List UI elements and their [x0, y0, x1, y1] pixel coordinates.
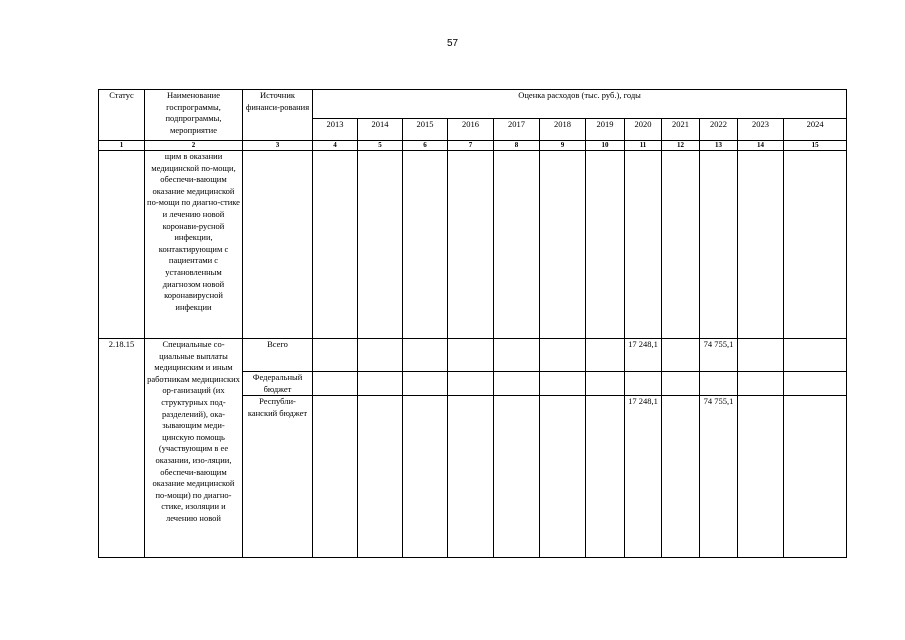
value-cell — [700, 151, 738, 339]
column-number: 5 — [358, 141, 403, 151]
column-number: 9 — [540, 141, 586, 151]
column-number: 14 — [738, 141, 784, 151]
value-cell — [662, 339, 700, 372]
header-year: 2014 — [358, 119, 403, 141]
column-number: 1 — [99, 141, 145, 151]
row-source: Республи-канский бюджет — [243, 396, 313, 558]
table-row — [99, 151, 847, 339]
header-year: 2020 — [625, 119, 662, 141]
value-cell — [738, 372, 784, 396]
header-year: 2018 — [540, 119, 586, 141]
value-cell — [403, 396, 448, 558]
row-name: щим в оказании медицинской по-мощи, обеспечи-вающим оказание медицинской по-мощи по диагно-стике и лечению новой коронави-русной инфекции, контактирующим с пациентами с установленным диагнозом новой коронавирусной инфекции — [145, 151, 243, 339]
value-cell — [358, 151, 403, 339]
column-number: 12 — [662, 141, 700, 151]
value-cell — [358, 372, 403, 396]
value-cell — [448, 339, 494, 372]
value-cell — [662, 372, 700, 396]
header-year: 2021 — [662, 119, 700, 141]
value-cell — [448, 396, 494, 558]
table-row — [99, 339, 847, 372]
value-cell — [625, 151, 662, 339]
column-number: 7 — [448, 141, 494, 151]
value-cell — [784, 151, 847, 339]
column-number: 10 — [586, 141, 625, 151]
value-cell — [313, 372, 358, 396]
value-cell — [313, 151, 358, 339]
value-2020: 17 248,1 — [625, 339, 662, 372]
header-name: Наименование госпрограммы, подпрограммы, мероприятие — [145, 90, 243, 141]
header-year: 2019 — [586, 119, 625, 141]
header-year: 2023 — [738, 119, 784, 141]
column-numbers-row — [99, 141, 847, 151]
column-number: 4 — [313, 141, 358, 151]
row-name: Специальные со-циальные выплаты медицинским и иным работникам медицинских ор-ганизаций (их структурных под-разделений), ока-зывающим меди-цинскую помощь (участвующим в ее оказании, изо-ляции, обеспечи-вающим оказание медицинской по-мощи) по диагно-стике, изоляции и лечению новой — [145, 339, 243, 558]
value-cell — [313, 396, 358, 558]
value-cell — [494, 151, 540, 339]
value-cell — [358, 339, 403, 372]
value-cell — [540, 339, 586, 372]
header-year: 2024 — [784, 119, 847, 141]
value-cell — [540, 151, 586, 339]
column-number: 8 — [494, 141, 540, 151]
value-cell — [784, 339, 847, 372]
value-cell — [494, 372, 540, 396]
value-cell — [738, 151, 784, 339]
header-year: 2022 — [700, 119, 738, 141]
value-cell — [358, 396, 403, 558]
column-number: 13 — [700, 141, 738, 151]
header-year: 2015 — [403, 119, 448, 141]
value-cell — [784, 396, 847, 558]
value-cell — [586, 372, 625, 396]
value-cell — [313, 339, 358, 372]
value-cell — [403, 372, 448, 396]
value-2022: 74 755,1 — [700, 339, 738, 372]
header-year: 2013 — [313, 119, 358, 141]
value-cell — [403, 339, 448, 372]
value-cell — [540, 372, 586, 396]
value-cell — [738, 396, 784, 558]
value-cell — [738, 339, 784, 372]
row-source: Всего — [243, 339, 313, 372]
value-cell — [662, 396, 700, 558]
value-cell — [494, 396, 540, 558]
header-year: 2017 — [494, 119, 540, 141]
value-cell — [494, 339, 540, 372]
value-cell — [403, 151, 448, 339]
column-number: 15 — [784, 141, 847, 151]
value-2022: 74 755,1 — [700, 396, 738, 558]
value-cell — [586, 339, 625, 372]
column-number: 11 — [625, 141, 662, 151]
value-cell — [662, 151, 700, 339]
expenses-table — [98, 89, 847, 558]
value-cell — [540, 396, 586, 558]
value-cell — [586, 151, 625, 339]
page-number: 57 — [446, 38, 459, 49]
header-year: 2016 — [448, 119, 494, 141]
value-cell — [586, 396, 625, 558]
value-2022 — [700, 372, 738, 396]
column-number: 3 — [243, 141, 313, 151]
value-2020: 17 248,1 — [625, 396, 662, 558]
value-2020 — [625, 372, 662, 396]
column-number: 2 — [145, 141, 243, 151]
column-number: 6 — [403, 141, 448, 151]
header-expenses: Оценка расходов (тыс. руб.), годы — [313, 90, 847, 119]
value-cell — [448, 151, 494, 339]
row-status: 2.18.15 — [99, 339, 145, 558]
value-cell — [448, 372, 494, 396]
row-status — [99, 151, 145, 339]
value-cell — [784, 372, 847, 396]
row-source: Федеральный бюджет — [243, 372, 313, 396]
row-source — [243, 151, 313, 339]
header-source: Источник финанси-рования — [243, 90, 313, 141]
header-status: Статус — [99, 90, 145, 141]
